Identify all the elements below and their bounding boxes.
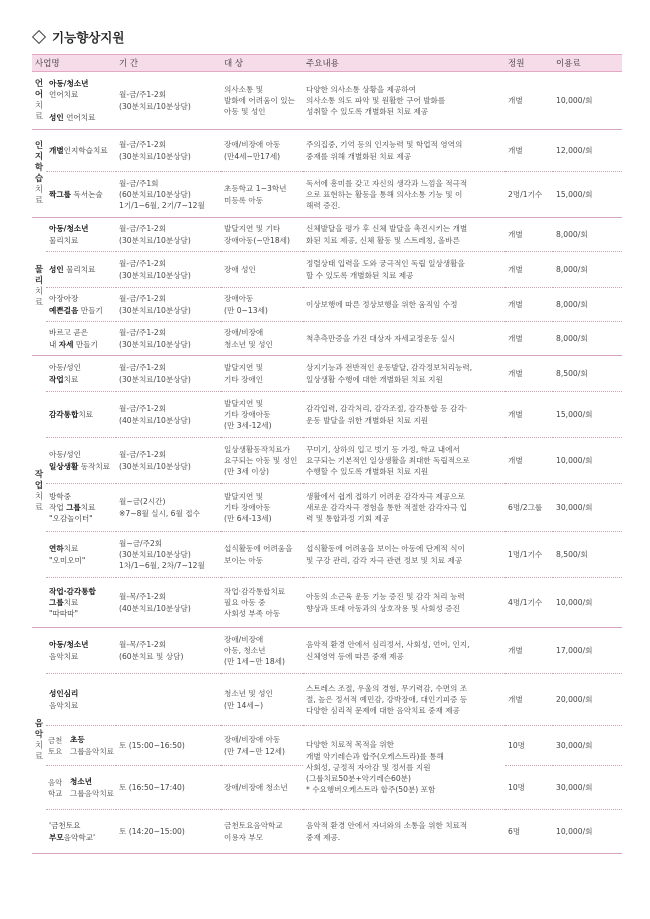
- description: 다양한 의사소통 상황을 제공하여 의사소통 의도 파악 및 원활한 구어 발화를 성취할 수 있도록 개별화된 치료 제공: [303, 72, 505, 130]
- program-name: 연하치료 "오미오미": [46, 532, 116, 578]
- capacity: 개별: [505, 72, 553, 130]
- fee: 8,000/회: [553, 322, 622, 356]
- period: 월-금/주1-2회 (30분치료/10분상담): [116, 356, 221, 392]
- capacity: 개별: [505, 438, 553, 484]
- capacity: 10명: [505, 766, 553, 810]
- table-row: [32, 532, 622, 578]
- target: 초등학교 1~3학년 미등록 아동: [221, 172, 303, 218]
- table-row: [32, 322, 622, 356]
- program-name: 아동/청소년 언어치료 성인 언어치료: [46, 72, 116, 130]
- table-row: [32, 172, 622, 218]
- period: 월-금/주1-2회 (30분치료/10분상담): [116, 130, 221, 172]
- table-header-row: [32, 55, 622, 72]
- capacity: 6명/2그룹: [505, 484, 553, 532]
- program-name: 아동/성인 작업치료: [46, 356, 116, 392]
- description: 상지기능과 전반적인 운동발달, 감각정보처리능력, 일상생활 수행에 대한 개별화된 치료 지원: [303, 356, 505, 392]
- program-name: 방학중 작업 그룹치료 "오감놀이터": [46, 484, 116, 532]
- program-name: 짝그룹 독서논술: [46, 172, 116, 218]
- fee: 17,000/회: [553, 628, 622, 674]
- capacity: 10명: [505, 726, 553, 766]
- fee: 30,000/회: [553, 766, 622, 810]
- header-period: 기 간: [116, 55, 221, 72]
- program-name: 성인심리 음악치료: [46, 674, 221, 726]
- description: 스트레스 조절, 우울의 경험, 무기력감, 수면의 조 절, 높은 정서적 예민감, 강박장애, 대인기피증 등 다양한 심리적 문제에 대한 음악치료 중재 제공: [303, 674, 505, 726]
- fee: 8,000/회: [553, 252, 622, 288]
- table-row: [32, 252, 622, 288]
- capacity: 개별: [505, 392, 553, 438]
- period-line: 월-목/주1-2회: [119, 592, 167, 602]
- table-row: [32, 356, 622, 392]
- table-row: [32, 130, 622, 172]
- target: 장애/비장애 청소년: [221, 766, 303, 810]
- period: 월-금/주1-2회 (30분치료/10분상담): [116, 72, 221, 130]
- capacity: 개별: [505, 252, 553, 288]
- target: 섭식활동에 어려움을 보이는 아동: [221, 532, 303, 578]
- period-line: (60분치료 및 상담): [119, 651, 184, 661]
- target: 발달지연 및 기타 장애아동 (만 6세-13세): [221, 484, 303, 532]
- period: 월~금/주2회 (30분치료/10분상담) 1차/1~6월, 2차/7~12월: [116, 532, 221, 578]
- school-label: 음악 학교: [48, 777, 63, 798]
- fee: 30,000/회: [553, 484, 622, 532]
- fee: 15,000/회: [553, 172, 622, 218]
- program-name: 성인 물리치료: [46, 252, 116, 288]
- description: 꾸미기, 상하의 입고 벗기 등 가정, 학교 내에서 요구되는 기본적인 일상생활을 최대한 독립적으로 수행할 수 있도록 개별화된 치료 지원: [303, 438, 505, 484]
- target: 청소년 및 성인 (만 14세~): [221, 674, 303, 726]
- fee: 8,000/회: [553, 218, 622, 252]
- target: 발달지연 및 기타 장애아동 (만 3세-12세): [221, 392, 303, 438]
- program-name: 개별인지학습치료: [46, 130, 116, 172]
- fee: 8,000/회: [553, 288, 622, 322]
- capacity: 개별: [505, 356, 553, 392]
- table-row: [32, 72, 622, 130]
- table-row: [32, 484, 622, 532]
- target: 발달지연 및 기타 장애인: [221, 356, 303, 392]
- program-name: 아동/청소년 음악치료: [46, 628, 116, 674]
- description: 감각입력, 감각처리, 감각조절, 감각통합 등 감각· 운동 발달을 위한 개별화된 치료 지원: [303, 392, 505, 438]
- header-program: 사업명: [32, 55, 116, 72]
- program-name: 감각통합치료: [46, 392, 116, 438]
- section-title-text: 기능향상지원: [52, 30, 125, 45]
- description: 주의집중, 기억 등의 인지능력 및 학업적 영역의 중재를 위해 개별화된 치료 제공: [303, 130, 505, 172]
- target: 장애 성인: [221, 252, 303, 288]
- program-name: [46, 766, 116, 810]
- fee: 10,000/회: [553, 578, 622, 628]
- table-row: [32, 218, 622, 252]
- capacity: 개별: [505, 322, 553, 356]
- subprogram-name: 청소년 그룹음악치료: [70, 777, 115, 798]
- table-row: [32, 628, 622, 674]
- fee: 8,500/회: [553, 532, 622, 578]
- program-name: 아동/청소년 물리치료: [46, 218, 116, 252]
- program-name: 아동/성인 일상생활 동작치료: [46, 438, 116, 484]
- period: 월-금/주1-2회 (40분치료/10분상담): [116, 392, 221, 438]
- description: 독서에 흥미를 갖고 자신의 생각과 느낌을 적극적 으로 표현하는 활동을 통해 의사소통 기능 및 이 해력 증진.: [303, 172, 505, 218]
- fee: 12,000/회: [553, 130, 622, 172]
- target: 금천토요음악학교 이용자 부모: [221, 810, 303, 854]
- category-language: 언 어 치 료: [32, 72, 46, 130]
- school-subtable: [46, 734, 116, 756]
- target: 일상생활동작치료가 요구되는 아동 및 성인 (만 3세 이상): [221, 438, 303, 484]
- category-physical: 물 리 치 료: [32, 218, 46, 356]
- period-line: (40분치료/10분상담): [119, 603, 191, 613]
- description: 아동의 소근육 운동 기능 증진 및 감각 처리 능력 향상과 또래 아동과의 상호작용 및 사회성 증진: [303, 578, 505, 628]
- table-row: [32, 674, 622, 726]
- description: 이상보행에 따른 정상보행을 위한 움직임 수정: [303, 288, 505, 322]
- period: 월-금/주1-2회 (30분치료/10분상담): [116, 252, 221, 288]
- target: 장애/비장애 아동 (만 7세~만 12세): [221, 726, 303, 766]
- period: 토 (16:50~17:40): [116, 766, 221, 810]
- school-subtable: [46, 776, 116, 798]
- capacity: 4명/1기수: [505, 578, 553, 628]
- period: 월-금/주1-2회 (30분치료/10분상담): [116, 218, 221, 252]
- table-row: [32, 392, 622, 438]
- header-fee: 이용료: [553, 55, 622, 72]
- period: 월~금(2시간) ※7~8월 실시, 6월 접수: [116, 484, 221, 532]
- capacity: 6명: [505, 810, 553, 854]
- subprogram-name: 초등 그룹음악치료: [70, 735, 115, 756]
- target: 장애/비장애 아동, 청소년 (만 1세~만 18세): [221, 628, 303, 674]
- capacity: 개별: [505, 288, 553, 322]
- capacity: 2명/1기수: [505, 172, 553, 218]
- table-row: [32, 726, 622, 766]
- description: 신체발달을 평가 후 신체 발달을 촉진시키는 개별 화된 치료 제공, 신체 활동 및 스트레칭, 올바른: [303, 218, 505, 252]
- period: 월-금/주1-2회 (30분치료/10분상담): [116, 438, 221, 484]
- capacity: 개별: [505, 130, 553, 172]
- table-row: [32, 578, 622, 628]
- program-name: [46, 726, 116, 766]
- program-name: 아장아장 예쁜걸음 만들기: [46, 288, 116, 322]
- capacity: 1명/1기수: [505, 532, 553, 578]
- capacity: 개별: [505, 628, 553, 674]
- fee: 10,000/회: [553, 810, 622, 854]
- category-music: 음 악 치 료: [32, 628, 46, 854]
- fee: 10,000/회: [553, 72, 622, 130]
- capacity: 개별: [505, 218, 553, 252]
- target: 장애/비장애 아동 (만4세~만17세): [221, 130, 303, 172]
- header-capacity: 정원: [505, 55, 553, 72]
- fee: 15,000/회: [553, 392, 622, 438]
- period: 토 (15:00~16:50): [116, 726, 221, 766]
- period: 토 (14:20~15:00): [116, 810, 221, 854]
- description: 생활에서 쉽게 접하기 어려운 감각자극 제공으로 새로운 감각자극 경험을 통한 적절한 감각자극 입 력 및 통합과정 기회 제공: [303, 484, 505, 532]
- fee: 10,000/회: [553, 438, 622, 484]
- period-line: 월-목/주1-2회: [119, 640, 167, 650]
- program-name: '금천토요 부모음악학교': [46, 810, 116, 854]
- target: 작업·감각통합치료 필요 아동 중 사회성 부족 아동: [221, 578, 303, 628]
- description: 정렬상태 입력을 도와 궁극적인 독립 일상생활을 할 수 있도록 개별화된 치료 제공: [303, 252, 505, 288]
- category-occupational: 작 업 치 료: [32, 356, 46, 628]
- target: 의사소통 및 발화에 어려움이 있는 아동 및 성인: [221, 72, 303, 130]
- description: 다양한 치료적 목적을 위한 개별 악기레슨과 합주(오케스트라)를 통해 사회성, 긍정적 자아감 및 정서를 지원 (그룹치료50분+악기레슨60분) * 수요행버오케스트라 합주(50분) 포함: [303, 726, 505, 810]
- period: [116, 578, 221, 628]
- category-cognitive: 인 지 학 습 치 료: [32, 130, 46, 218]
- table-row: [32, 438, 622, 484]
- description: 음악적 환경 안에서 심리정서, 사회성, 언어, 인지, 신체영역 등에 따른 중재 제공: [303, 628, 505, 674]
- program-name: 바르고 곧은 내 자세 만들기: [46, 322, 116, 356]
- program-table: [32, 54, 622, 854]
- description: 음악적 환경 안에서 자녀와의 소통을 위한 치료적 중재 제공.: [303, 810, 505, 854]
- period: 월-금/주1회 (60분치료/10분상담) 1기/1~6월, 2기/7~12월: [116, 172, 221, 218]
- school-label: 금천 토요: [48, 735, 63, 756]
- target: 장애/비장애 청소년 및 성인: [221, 322, 303, 356]
- fee: 30,000/회: [553, 726, 622, 766]
- period: 월-금/주1-2회 (30분치료/10분상담): [116, 322, 221, 356]
- table-row: [32, 810, 622, 854]
- description: 척추측만증을 가진 대상자 자세교정운동 실시: [303, 322, 505, 356]
- section-title: [34, 28, 124, 46]
- target: 장애아동 (만 0~13세): [221, 288, 303, 322]
- header-target: 대 상: [221, 55, 303, 72]
- fee: 8,500/회: [553, 356, 622, 392]
- program-name: 작업·감각통합 그룹치료 "따따따": [46, 578, 116, 628]
- target: 발달지연 및 기타 장애아동(~만18세): [221, 218, 303, 252]
- period: [116, 628, 221, 674]
- capacity: 개별: [505, 674, 553, 726]
- description: 섭식활동에 어려움을 보이는 아동에 단계적 식이 및 구강 관리, 감각 자극 관련 정보 및 치료 제공: [303, 532, 505, 578]
- header-content: 주요내용: [303, 55, 505, 72]
- fee: 20,000/회: [553, 674, 622, 726]
- period: 월-금/주1-2회 (30분치료/10분상담): [116, 288, 221, 322]
- table-row: [32, 288, 622, 322]
- diamond-icon: [32, 30, 46, 44]
